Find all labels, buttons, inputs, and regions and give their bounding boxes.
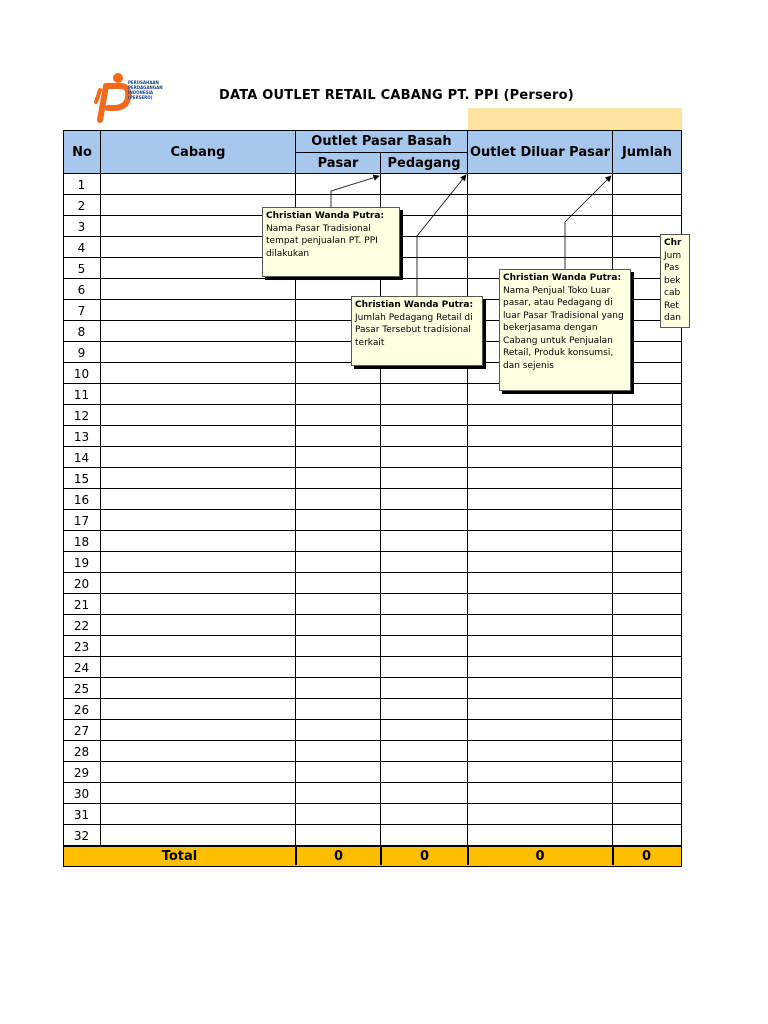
total-row [63, 846, 682, 867]
row-number: 28 [73, 744, 90, 759]
comment-author: Chr [664, 238, 682, 248]
row-number: 2 [77, 198, 86, 213]
row-number: 17 [73, 513, 90, 528]
row-number: 8 [77, 324, 86, 339]
row-number: 30 [73, 786, 90, 801]
row-number: 13 [73, 429, 90, 444]
total-pedagang[interactable]: 0 [419, 848, 430, 864]
header-pedagang: Pedagang [380, 152, 468, 174]
row-number: 1 [77, 177, 86, 192]
header-outlet-pasar-basah: Outlet Pasar Basah [295, 130, 468, 153]
row-number: 15 [73, 471, 90, 486]
comment-note-jumlah[interactable] [660, 234, 690, 328]
total-jumlah[interactable]: 0 [641, 848, 652, 864]
header-jumlah: Jumlah [612, 130, 682, 174]
row-number: 18 [73, 534, 90, 549]
comment-note-pedagang[interactable] [351, 296, 483, 366]
comment-note-outlet-diluar-pasar[interactable] [499, 269, 631, 391]
row-number: 27 [73, 723, 90, 738]
row-number: 3 [77, 219, 86, 234]
row-number: 26 [73, 702, 90, 717]
highlight-bar [468, 108, 682, 130]
header-no: No [63, 130, 101, 174]
row-number: 10 [73, 366, 90, 381]
row-number: 20 [73, 576, 90, 591]
comment-author: Christian Wanda Putra: [266, 211, 385, 221]
header-outlet-diluar-pasar: Outlet Diluar Pasar [467, 130, 613, 174]
row-number: 7 [77, 303, 86, 318]
row-number: 4 [77, 240, 86, 255]
row-number: 9 [77, 345, 86, 360]
comment-text: Nama Penjual Toko Luar pasar, atau Pedagang di luar Pasar Tradisional yang bekerjasama dengan Cabang untuk Penjualan Retail, Produk konsumsi, dan sejenis [503, 285, 624, 371]
comment-text: Nama Pasar Tradisional tempat penjualan PT. PPI dilakukan [266, 223, 378, 259]
row-number: 16 [73, 492, 90, 507]
row-number: 12 [73, 408, 90, 423]
row-number: 25 [73, 681, 90, 696]
row-number: 23 [73, 639, 90, 654]
row-number: 31 [73, 807, 90, 822]
header-cabang: Cabang [100, 130, 296, 174]
row-number: 19 [73, 555, 90, 570]
row-number: 22 [73, 618, 90, 633]
total-outlet-diluar-pasar[interactable]: 0 [535, 848, 545, 864]
header-pasar: Pasar [295, 152, 381, 174]
row-number: 6 [77, 282, 86, 297]
logo-text: PERUSAHAAN PERDAGANGAN INDONESIA (PERSERO) [128, 80, 163, 100]
row-number: 24 [73, 660, 90, 675]
row-number: 29 [73, 765, 90, 780]
total-pasar[interactable]: 0 [333, 848, 344, 864]
total-label: Total [161, 848, 198, 864]
comment-text: Jumlah Pedagang Retail di Pasar Tersebut tradisional terkait [355, 312, 473, 348]
row-number: 32 [73, 828, 90, 843]
row-number: 11 [73, 387, 90, 402]
row-number: 21 [73, 597, 90, 612]
comment-note-pasar[interactable] [262, 207, 400, 277]
page-title: DATA OUTLET RETAIL CABANG PT. PPI (Persero) [219, 88, 574, 103]
comment-author: Christian Wanda Putra: [355, 300, 474, 310]
row-number: 14 [73, 450, 90, 465]
comment-author: Christian Wanda Putra: [503, 273, 622, 283]
comment-text: Jum Pas bek cab Ret dan [664, 250, 682, 323]
row-number: 5 [77, 261, 86, 276]
